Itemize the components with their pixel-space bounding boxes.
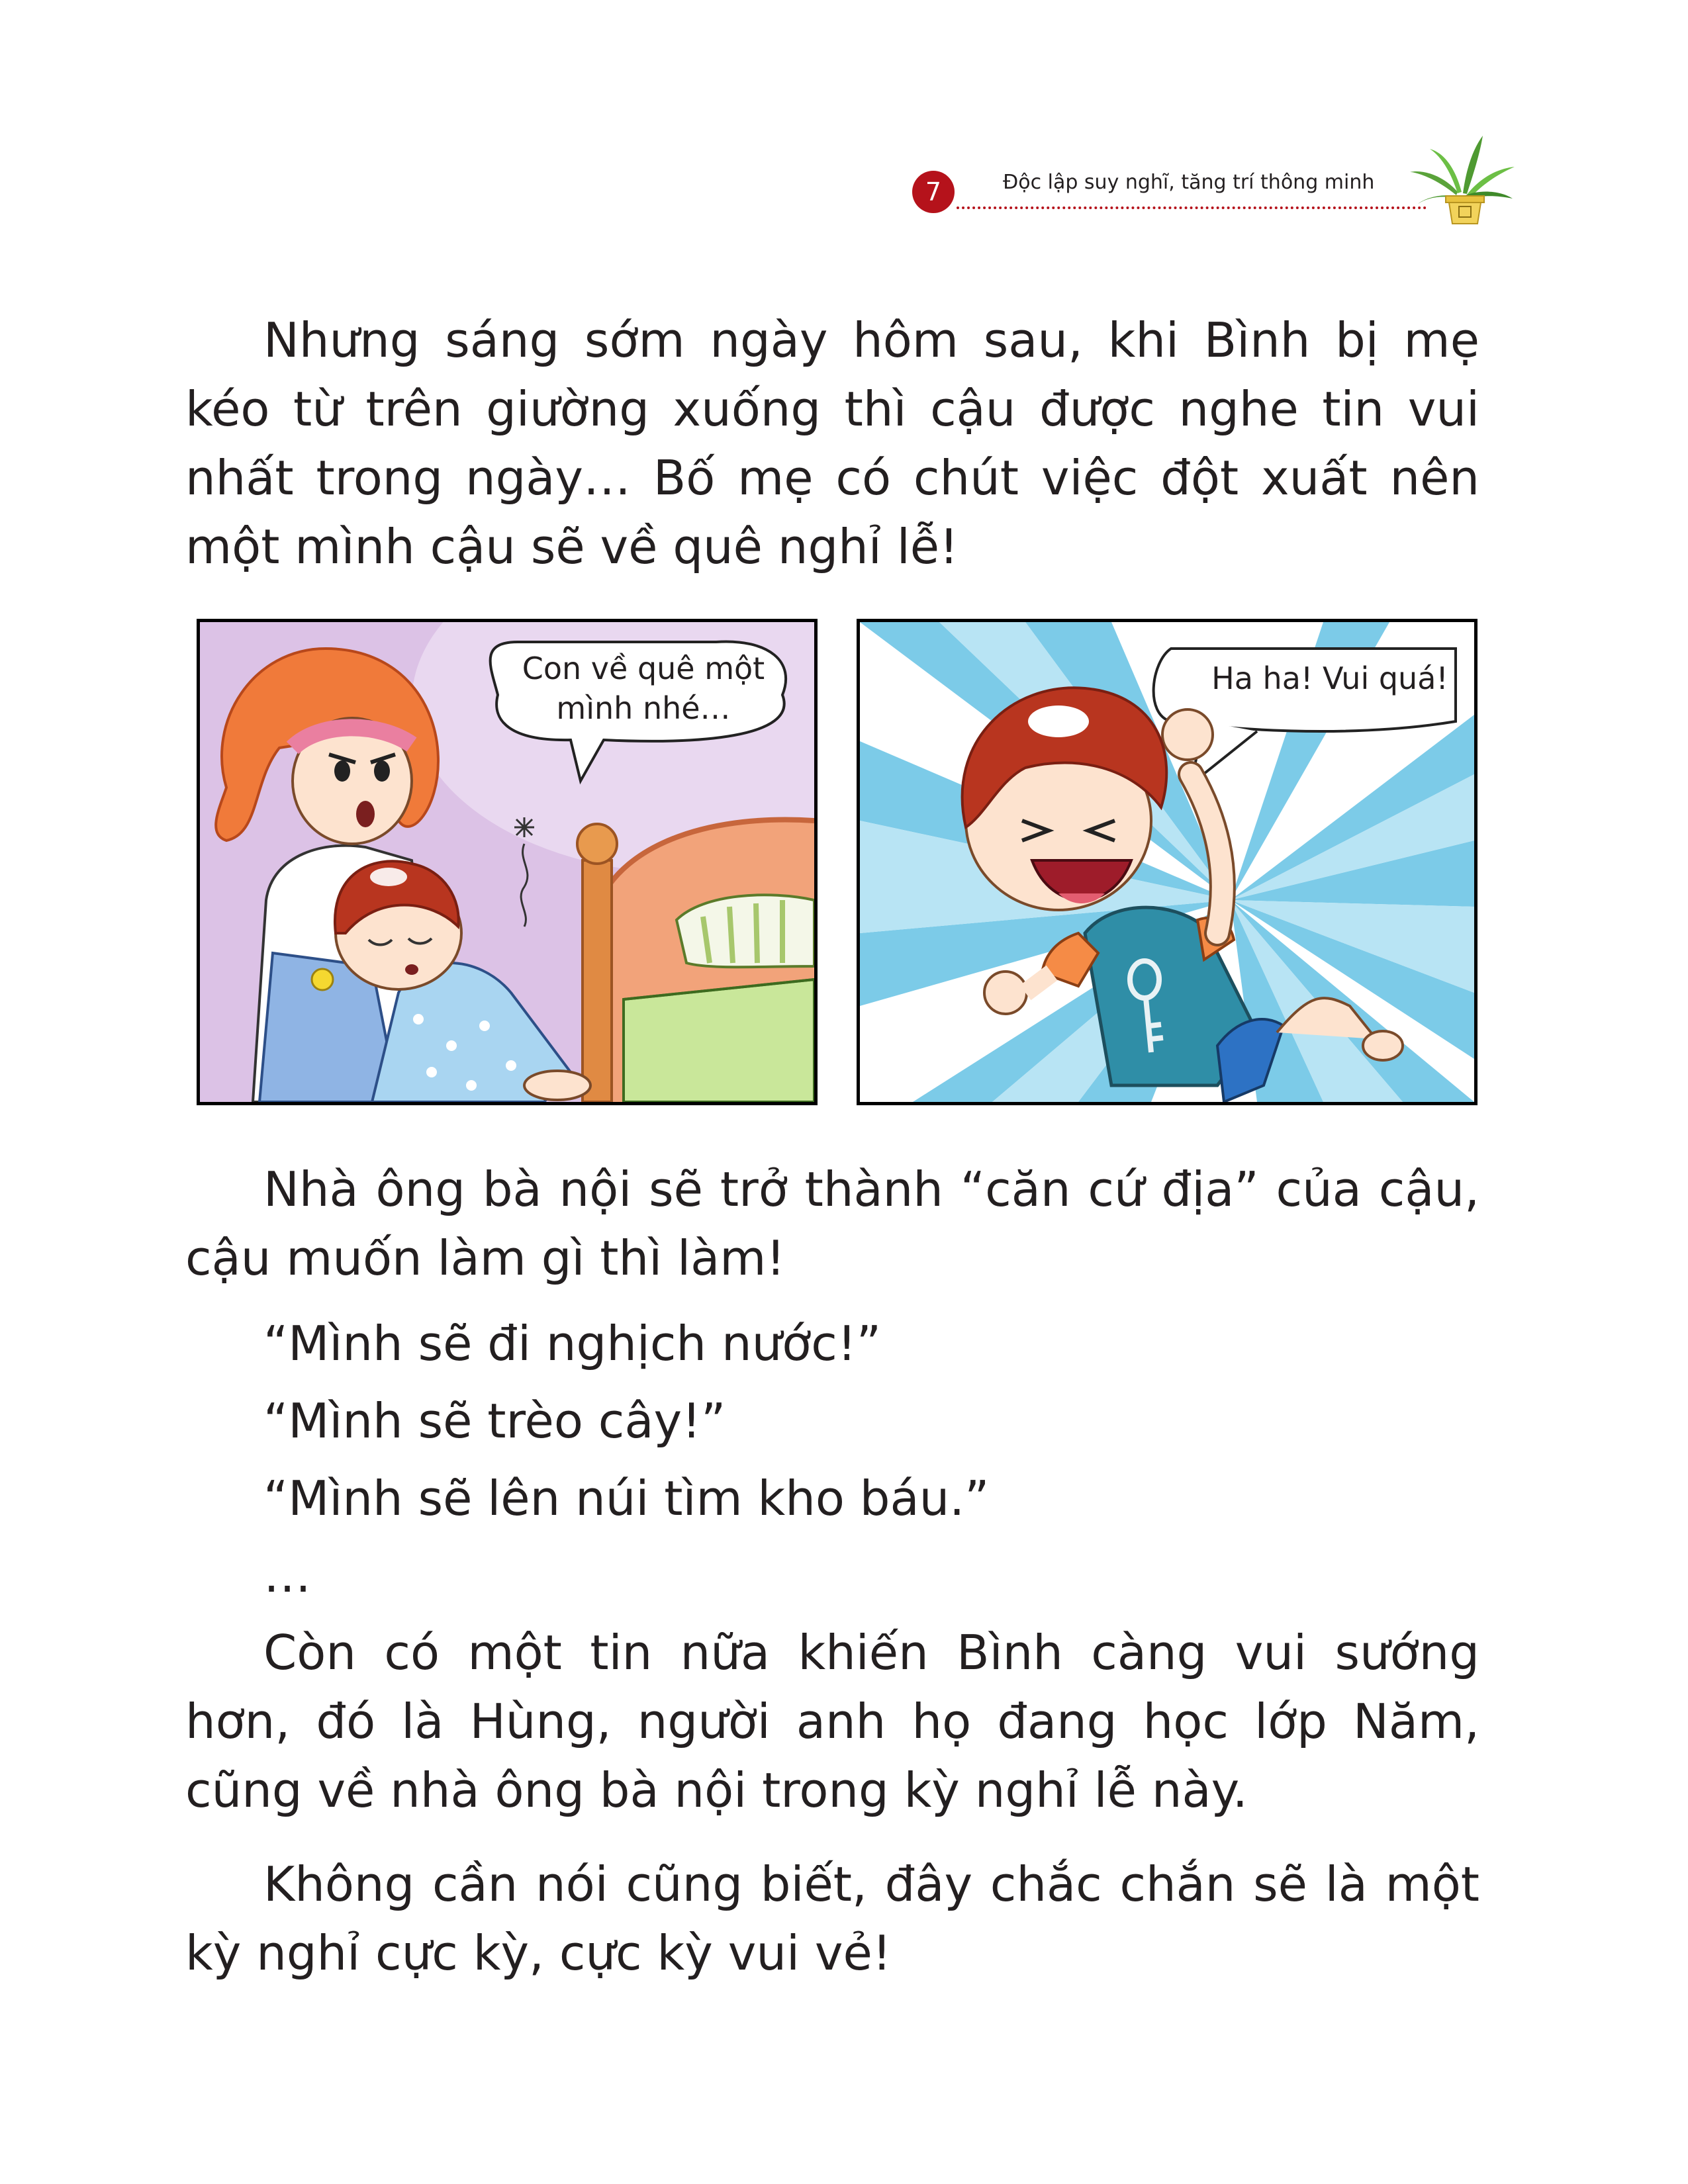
speech-bubble-boy: Ha ha! Vui quá!: [1211, 660, 1448, 696]
speech-bubble-mother-line-2: mình nhé…: [556, 690, 731, 726]
speech-bubble-mother-line-1: Con về quê một: [522, 651, 765, 686]
header-dotted-rule: [957, 206, 1427, 209]
ellipsis-line: …: [263, 1547, 311, 1603]
story-paragraph-1: Nhưng sáng sớm ngày hôm sau, khi Bình bị mẹ kéo từ trên giường xuống thì cậu được nghe tin vui nhất trong ngày… Bố mẹ có chút việc đột xuất nên một mình cậu sẽ về quê nghỉ lễ!: [185, 312, 1479, 574]
comic-panel-boy-celebrating: [857, 619, 1477, 1105]
story-paragraph-4: Không cần nói cũng biết, đây chắc chắn sẽ là một kỳ nghỉ cực kỳ, cực kỳ vui vẻ!: [185, 1856, 1479, 1981]
quote-line-2: “Mình sẽ trèo cây!”: [263, 1393, 726, 1449]
quote-line-1: “Mình sẽ đi nghịch nước!”: [263, 1316, 882, 1371]
comic-panel-mother-waking-boy: [197, 619, 818, 1105]
quote-line-3: “Mình sẽ lên núi tìm kho báu.”: [263, 1471, 990, 1526]
speech-bubble-mother: [511, 649, 776, 728]
potted-plant-icon: [1410, 132, 1516, 225]
running-title: Độc lập suy nghĩ, tăng trí thông minh: [1003, 171, 1375, 194]
page-header: [0, 0, 1688, 238]
page-number-badge: 7: [912, 171, 955, 213]
story-paragraph-2: Nhà ông bà nội sẽ trở thành “căn cứ địa” của cậu, cậu muốn làm gì thì làm!: [185, 1161, 1479, 1286]
story-paragraph-3: Còn có một tin nữa khiến Bình càng vui sướng hơn, đó là Hùng, người anh họ đang học lớp Năm, cũng về nhà ông bà nội trong kỳ nghỉ lễ này.: [185, 1625, 1479, 1818]
